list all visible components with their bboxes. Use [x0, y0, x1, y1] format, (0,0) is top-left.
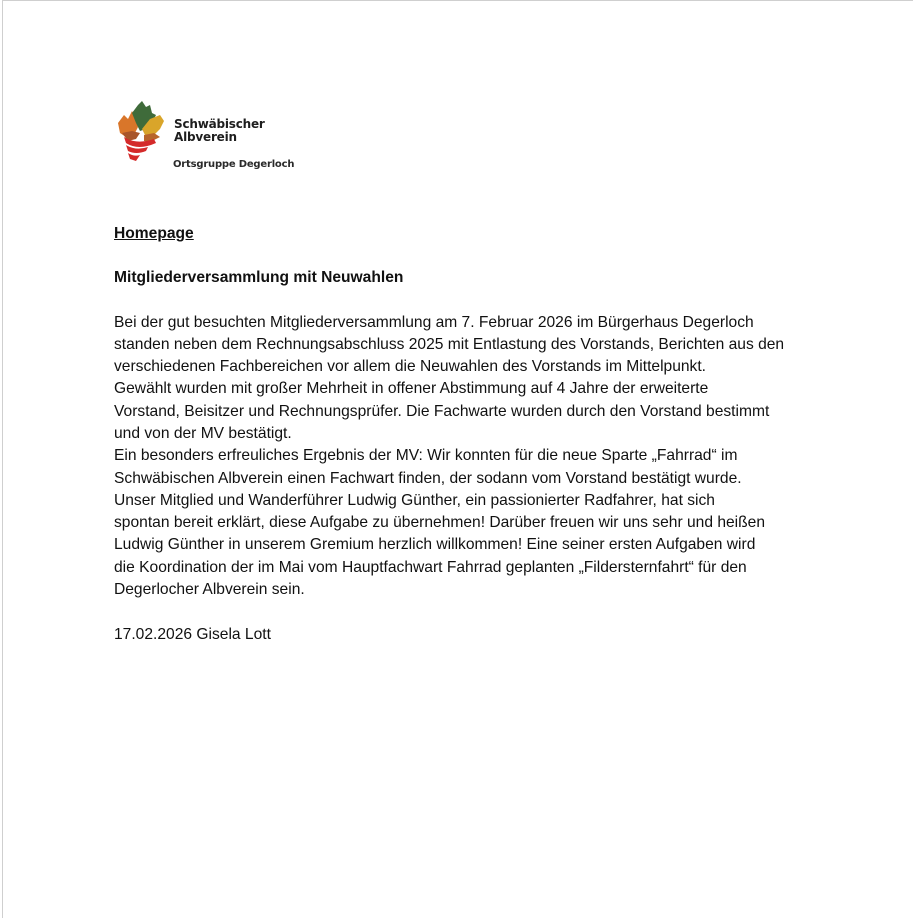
body-line: Schwäbischen Albverein einen Fachwart finden, der sodann vom Vorstand bestätigt wurde.	[114, 469, 742, 487]
albverein-logo	[114, 101, 314, 176]
brown-leaf	[122, 131, 140, 141]
body-line: und von der MV bestätigt.	[114, 424, 292, 442]
logo-subtitle: Ortsgruppe Degerloch	[173, 159, 295, 170]
body-line: Unser Mitglied und Wanderführer Ludwig Günther, ein passionierter Radfahrer, hat sich	[114, 491, 715, 509]
body-line: Bei der gut besuchten Mitgliederversammlung am 7. Februar 2026 im Bürgerhaus Degerloch	[114, 313, 754, 331]
leaves-emblem-icon	[114, 101, 166, 161]
body-line: Vorstand, Beisitzer und Rechnungsprüfer. Die Fachwarte wurden durch den Vorstand bestimmt	[114, 402, 770, 420]
body-line: Ein besonders erfreuliches Ergebnis der MV: Wir konnten für die neue Sparte „Fahrrad“ im	[114, 447, 738, 465]
article-headline: Mitgliederversammlung mit Neuwahlen	[114, 269, 404, 286]
logo-title-line1: Schwäbischer	[174, 117, 265, 131]
body-line: Gewählt wurden mit großer Mehrheit in offener Abstimmung auf 4 Jahre der erweiterte	[114, 380, 709, 398]
body-line: standen neben dem Rechnungsabschluss 2025 mit Entlastung des Vorstands, Berichten aus den	[114, 335, 785, 353]
body-line: Ludwig Günther in unserem Gremium herzlich willkommen! Eine seiner ersten Aufgaben wird	[114, 536, 756, 554]
logo-title-line2: Albverein	[174, 130, 237, 144]
document-content	[114, 223, 844, 646]
body-line: die Koordination der im Mai vom Hauptfachwart Fahrrad geplanten „Fildersternfahrt“ für den	[114, 558, 747, 576]
section-label: Homepage	[114, 225, 194, 242]
signature-line: 17.02.2026 Gisela Lott	[114, 625, 271, 643]
article-body	[114, 312, 844, 602]
document-page	[2, 0, 913, 918]
body-line: spontan bereit erklärt, diese Aufgabe zu übernehmen! Darüber freuen wir uns sehr und heißen	[114, 514, 766, 532]
body-line: Degerlocher Albverein sein.	[114, 581, 305, 599]
logo-title	[174, 118, 265, 144]
body-line: verschiedenen Fachbereichen vor allem die Neuwahlen des Vorstands im Mittelpunkt.	[114, 358, 707, 376]
